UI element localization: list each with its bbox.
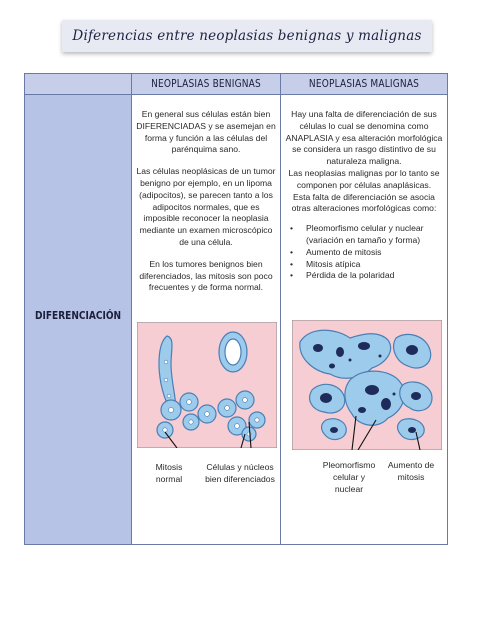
column-divider — [280, 74, 281, 544]
caption-pleomorfismo: Pleomorfismo celular y nuclear — [322, 460, 376, 494]
title-banner — [62, 20, 432, 52]
row-label-diferenciacion: DIFERENCIACIÓN — [35, 309, 122, 322]
header-benignas: NEOPLASIAS BENIGNAS — [151, 78, 261, 90]
page-title: Diferencias entre neoplasias benignas y malignas — [72, 28, 422, 44]
benign-tissue-illustration — [137, 322, 277, 448]
benignas-text — [135, 95, 277, 304]
header-malignas: NEOPLASIAS MALIGNAS — [308, 78, 420, 90]
cell-lumen — [225, 339, 241, 365]
row-label-cell — [25, 95, 132, 544]
comparison-table — [24, 73, 448, 545]
benignas-paragraph: En los tumores benignos bien diferenciados, las mitosis son poco frecuentes y de forma normal. — [139, 258, 273, 293]
malignas-paragraph: Las neoplasias malignas por lo tanto se componen por células anaplásicas. — [288, 167, 440, 190]
list-item: • Aumento de mitosis — [290, 246, 382, 257]
malignas-paragraph: Hay una falta de diferenciación de sus células lo cual se denomina como ANAPLASIA y esa alteración morfológica se considera un rasgo distintivo de su naturaleza maligna. — [285, 109, 443, 167]
benignas-paragraph: En general sus células están bien DIFERENCIADAS y se asemejan en forma y función a las células del parénquima sano. — [136, 109, 276, 155]
caption-aumento-mitosis: Aumento de mitosis — [387, 460, 435, 482]
list-item: • Mitosis atípica — [290, 258, 361, 269]
column-divider — [131, 74, 132, 544]
benignas-paragraph: Las células neoplásicas de un tumor benigno por ejemplo, en un lipoma (adipocitos), se parecen tanto a los adipocitos normales, que es imposible reconocer la neoplasia mediante un examen microscópico de una célula. — [136, 166, 276, 247]
list-item: • Pleomorfismo celular y nuclear (variación en tamaño y forma) — [290, 223, 424, 245]
list-item: • Pérdida de la polaridad — [290, 270, 395, 281]
caption-celulas-bien-diferenciadas: Células y núcleos bien diferenciados — [205, 462, 275, 484]
malignas-bullet-list — [284, 223, 444, 282]
malignas-text — [284, 95, 444, 282]
caption-mitosis-normal: Mitosis normal — [155, 462, 183, 484]
table-header-row — [25, 74, 447, 95]
malignant-tissue-illustration — [292, 320, 442, 450]
malignas-paragraph: Esta falta de diferenciación se asocia otras alteraciones morfológicas como: — [291, 191, 437, 214]
